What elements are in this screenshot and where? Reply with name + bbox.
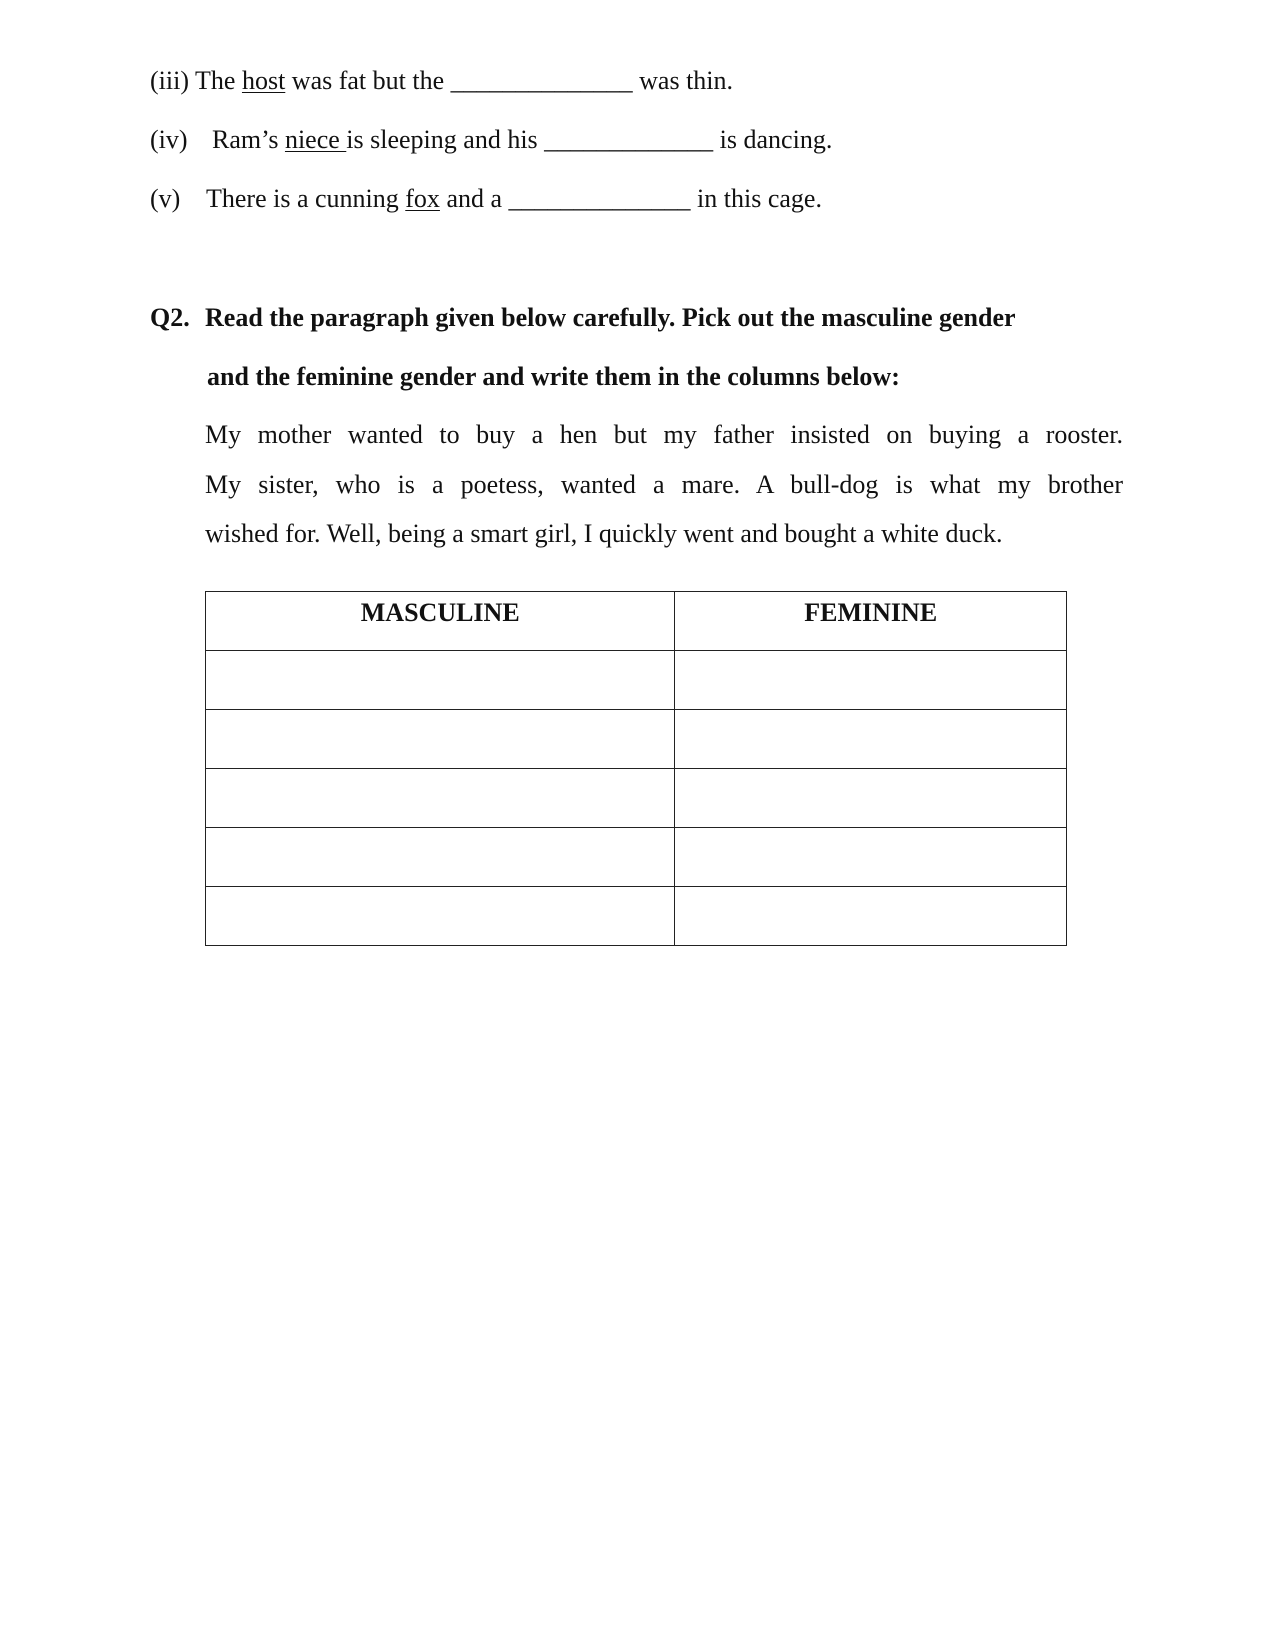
table-header-row [206, 592, 1067, 651]
masculine-cell[interactable] [206, 710, 675, 769]
item-key-word: host [241, 66, 286, 95]
masculine-cell[interactable] [206, 769, 675, 828]
masculine-header: MASCULINE [206, 592, 675, 651]
item-blank: ______________ [508, 184, 691, 213]
feminine-header: FEMININE [675, 592, 1067, 651]
table-row [206, 651, 1067, 710]
table-row [206, 769, 1067, 828]
q2-instruction-line-1: Read the paragraph given below carefully. Pick out the masculine gender [205, 303, 1016, 332]
table-row [206, 887, 1067, 946]
item-number: (iii) [150, 66, 189, 95]
item-text-post: is dancing. [713, 125, 833, 154]
table-row [206, 710, 1067, 769]
item-text-mid: was fat but the [285, 66, 451, 95]
masculine-cell[interactable] [206, 887, 675, 946]
masculine-cell[interactable] [206, 651, 675, 710]
feminine-cell[interactable] [675, 887, 1067, 946]
paragraph-line-1: My mother wanted to buy a hen but my father insisted on buying a rooster. [205, 420, 1123, 449]
feminine-cell[interactable] [675, 710, 1067, 769]
item-text-pre: Ram’s [212, 125, 285, 154]
q2-label: Q2. [150, 303, 190, 332]
q1-item-iv [150, 125, 832, 155]
item-blank: ______________ [450, 66, 633, 95]
table-row [206, 828, 1067, 887]
q1-item-v [150, 184, 822, 214]
feminine-cell[interactable] [675, 651, 1067, 710]
masculine-cell[interactable] [206, 828, 675, 887]
item-key-word: niece [284, 125, 347, 154]
item-key-word: fox [405, 184, 440, 213]
item-text-pre: There is a cunning [206, 184, 406, 213]
q2-instruction-line-2: and the feminine gender and write them in the columns below: [207, 362, 900, 391]
item-number: (v) [150, 184, 181, 213]
item-number: (iv) [150, 125, 188, 154]
feminine-cell[interactable] [675, 769, 1067, 828]
item-text-mid: is sleeping and his [346, 125, 545, 154]
item-text-post: was thin. [632, 66, 734, 95]
item-text-mid: and a [439, 184, 509, 213]
item-text-post: in this cage. [690, 184, 822, 213]
item-text-pre: The [195, 66, 242, 95]
q1-item-iii [150, 66, 733, 96]
paragraph-line-3: wished for. Well, being a smart girl, I quickly went and bought a white duck. [205, 519, 1003, 548]
gender-table [205, 591, 1067, 946]
paragraph-line-2: My sister, who is a poetess, wanted a mare. A bull-dog is what my brother [205, 470, 1123, 499]
item-blank: _____________ [544, 125, 714, 154]
feminine-cell[interactable] [675, 828, 1067, 887]
